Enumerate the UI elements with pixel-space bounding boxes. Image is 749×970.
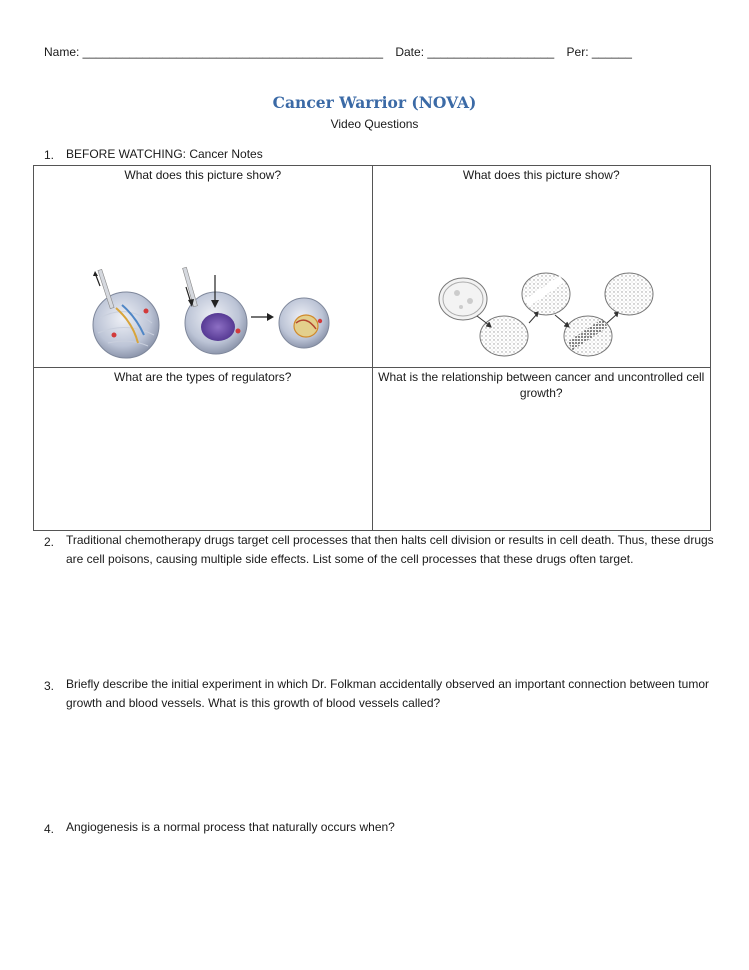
page-title: Cancer Warrior (NOVA) bbox=[272, 93, 477, 112]
cell-injection-figure bbox=[38, 183, 368, 365]
cell-prompt: What are the types of regulators? bbox=[114, 370, 292, 384]
cell-1-icon bbox=[93, 269, 159, 358]
q4-number: 4. bbox=[44, 822, 55, 836]
petri-dish-2-icon bbox=[522, 273, 570, 315]
q1-number: 1. bbox=[44, 148, 55, 162]
cell-culture-figure bbox=[377, 183, 707, 365]
name-field[interactable]: Name: _____________________________________________ bbox=[44, 45, 383, 59]
cell-3-icon bbox=[279, 298, 329, 348]
q3-text: Briefly describe the initial experiment in which Dr. Folkman accidentally observed an important connection between tumor growth and blood vessels. What is this growth of blood vessels called? bbox=[66, 677, 709, 710]
q1-label: BEFORE WATCHING: Cancer Notes bbox=[66, 147, 263, 161]
cell-2-icon bbox=[183, 267, 247, 354]
petri-dish-4-icon bbox=[480, 316, 528, 356]
header-fields bbox=[44, 45, 704, 59]
petri-dish-5-icon bbox=[564, 316, 612, 356]
cancer-notes-table bbox=[33, 165, 711, 531]
petri-dish-3-icon bbox=[605, 273, 653, 315]
cell-prompt: What does this picture show? bbox=[124, 168, 282, 182]
nuclear-transfer-illustration bbox=[38, 183, 368, 365]
cell-prompt: What does this picture show? bbox=[462, 168, 620, 182]
petri-dish-illustration bbox=[377, 183, 707, 365]
notes-cell-regulators[interactable] bbox=[34, 368, 373, 531]
q2-number: 2. bbox=[44, 535, 55, 549]
process-arrow-icon bbox=[251, 313, 274, 321]
petri-dish-1-icon bbox=[439, 278, 487, 320]
notes-cell-cancer-relationship[interactable] bbox=[372, 368, 711, 531]
notes-cell-picture-2[interactable] bbox=[372, 166, 711, 368]
table-row bbox=[34, 368, 711, 531]
notes-cell-picture-1[interactable] bbox=[34, 166, 373, 368]
period-field[interactable]: Per: ______ bbox=[566, 45, 632, 59]
page-subtitle: Video Questions bbox=[330, 117, 419, 131]
q4-text: Angiogenesis is a normal process that naturally occurs when? bbox=[66, 820, 395, 834]
q3-number: 3. bbox=[44, 679, 55, 693]
q2-text: Traditional chemotherapy drugs target cell processes that then halts cell division or results in cell death. Thus, these drugs are cell poisons, causing multiple side effects. List some of the cell processes that these drugs often target. bbox=[66, 533, 714, 566]
date-field[interactable]: Date: ___________________ bbox=[395, 45, 555, 59]
cell-prompt: What is the relationship between cancer and uncontrolled cell growth? bbox=[378, 370, 705, 400]
table-row bbox=[34, 166, 711, 368]
